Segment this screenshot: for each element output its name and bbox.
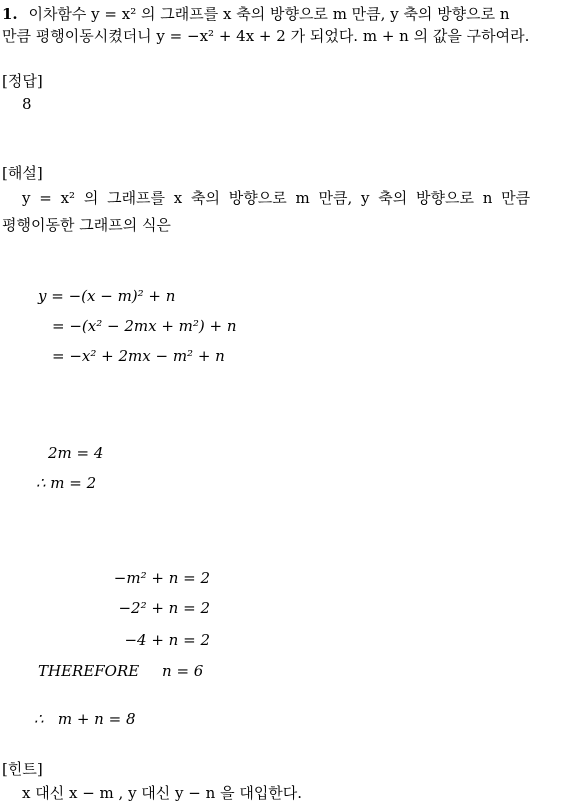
equation-2: = −(x² − 2mx + m²) + n [52,317,237,335]
problem-line-2: 만큼 평행이동시켰더니 y = −x² + 4x + 2 가 되었다. m + n 의 값을 구하여라. [2,27,530,45]
equation-9-value: n = 6 [162,662,204,680]
hint-heading: [힌트] [2,760,43,778]
therefore-label: THEREFORE [38,662,140,680]
equation-10: ∴ m + n = 8 [34,710,136,728]
equation-7: −2² + n = 2 [118,599,210,617]
problem-number: 1. [2,5,18,23]
problem-line-1: 이차함수 y = x² 의 그래프를 x 축의 방향으로 m 만큼, y 축의 방향으로 n [28,5,510,23]
problem-statement [2,3,510,24]
equation-9 [38,662,203,680]
equation-5: ∴ m = 2 [36,474,97,492]
answer-heading: [정답] [2,72,43,90]
explanation-line-1: y = x² 의 그래프를 x 축의 방향으로 m 만큼, y 축의 방향으로 n 만큼 [22,189,531,207]
explanation-line-2: 평행이동한 그래프의 식은 [2,216,171,234]
hint-text: x 대신 x − m , y 대신 y − n 을 대입한다. [22,784,303,802]
equation-1: y = −(x − m)² + n [38,287,176,305]
equation-3: = −x² + 2mx − m² + n [52,347,225,365]
equation-8: −4 + n = 2 [124,631,210,649]
answer-value: 8 [22,95,32,113]
explanation-heading: [해설] [2,164,43,182]
equation-6: −m² + n = 2 [113,569,210,587]
equation-4: 2m = 4 [48,444,104,462]
